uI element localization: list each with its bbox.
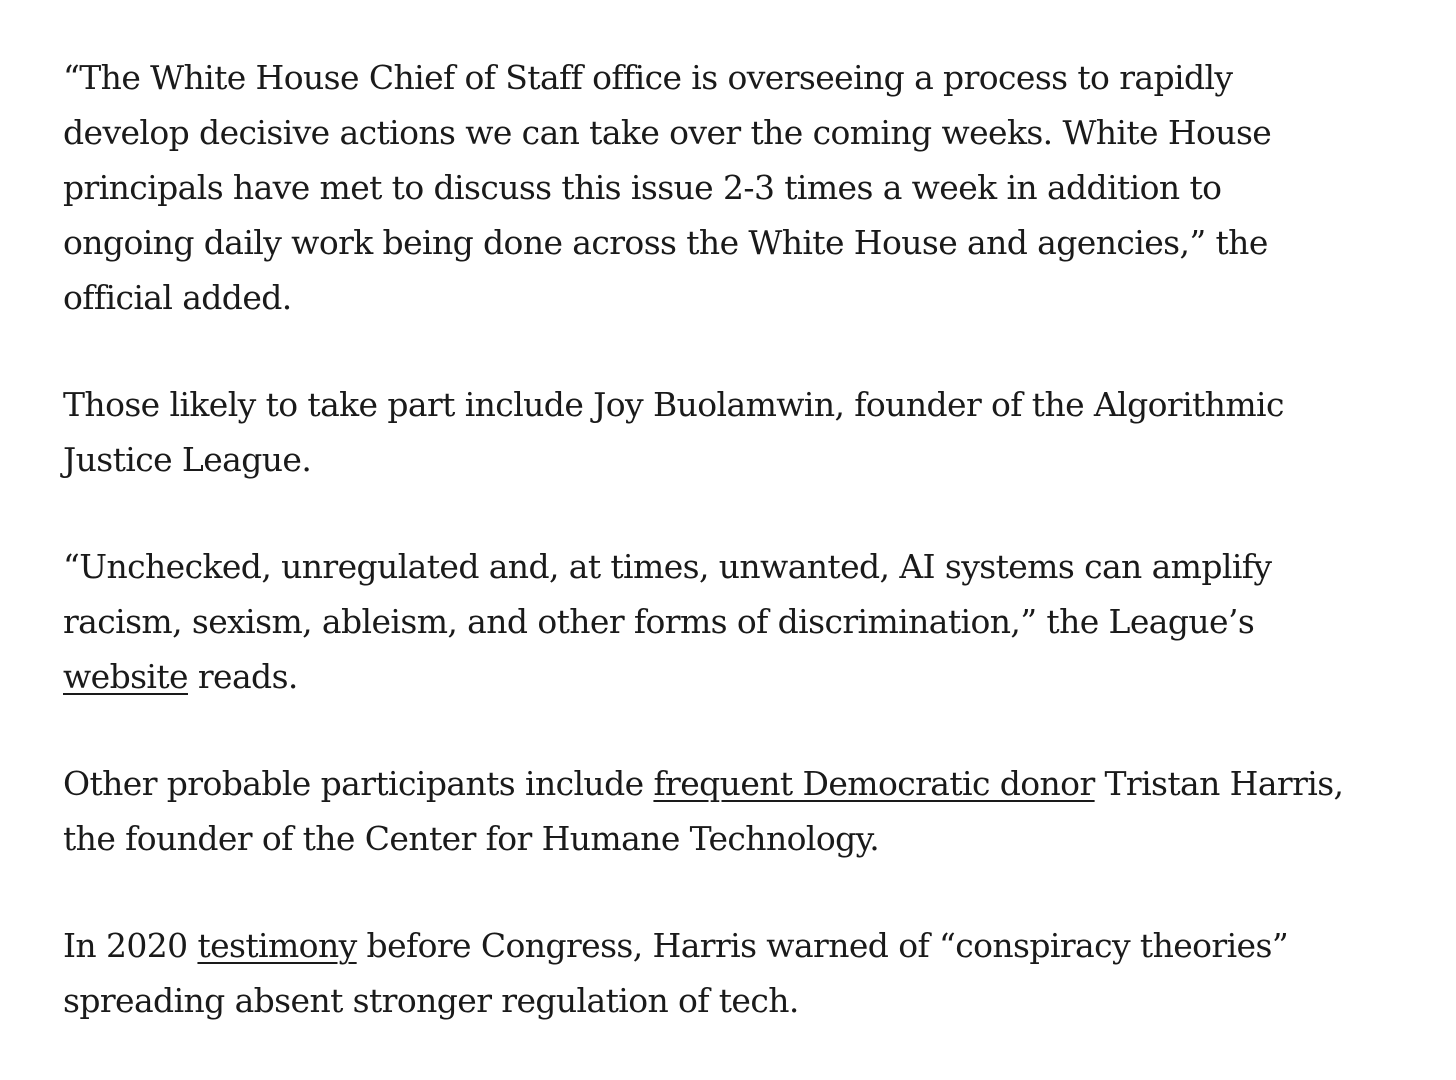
paragraph-text: Tristan Harris, the founder of the Center for Humane Technology. (63, 764, 1344, 858)
article-body (63, 50, 1353, 1080)
paragraph-text: reads. (187, 657, 298, 696)
paragraph-participants-harris (63, 756, 1353, 866)
frequent-democratic-donor-link[interactable]: frequent Democratic donor (653, 764, 1095, 803)
paragraph-text: before Congress, Harris warned of “conspiracy theories” spreading absent stronger regulation of tech. (63, 926, 1289, 1020)
paragraph-participants-buolamwini: Those likely to take part include Joy Buolamwin, founder of the Algorithmic Justice League. (63, 385, 1284, 479)
testimony-link[interactable]: testimony (197, 926, 357, 965)
paragraph-harris-testimony (63, 918, 1353, 1028)
paragraph-league-quote (63, 539, 1353, 704)
paragraph-text: Other probable participants include (63, 764, 654, 803)
paragraph-text: “Unchecked, unregulated and, at times, unwanted, AI systems can amplify racism, sexism, ableism, and other forms of discrimination,” the League’s (63, 547, 1272, 641)
paragraph-text: In 2020 (63, 926, 198, 965)
website-link[interactable]: website (63, 657, 188, 696)
paragraph-white-house-quote: “The White House Chief of Staff office is overseeing a process to rapidly develop decisive actions we can take over the coming weeks. White House principals have met to discuss this issue 2-3 times a week in addition to ongoing daily work being done across the White House and agencies,” the official added. (63, 58, 1272, 317)
